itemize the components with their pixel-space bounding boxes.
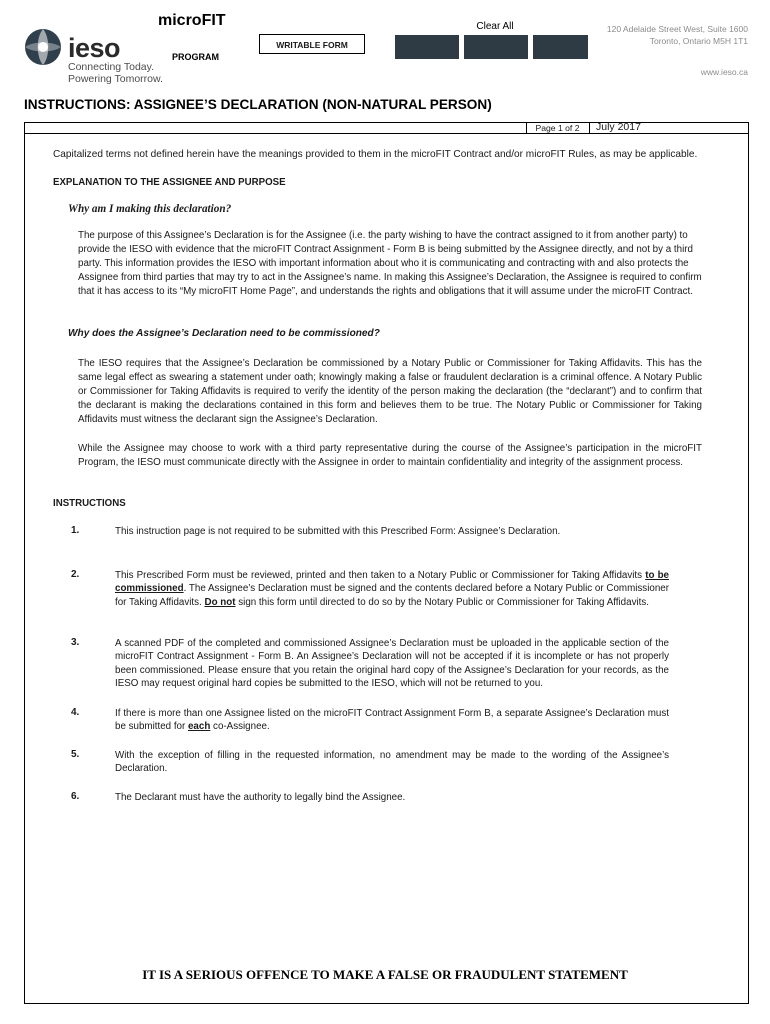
text-segment: The Declarant must have the authority to legally bind the Assignee. (115, 792, 406, 803)
instruction-text (115, 707, 669, 734)
program-subtitle: PROGRAM (172, 52, 219, 62)
question-why-commissioned: Why does the Assignee’s Declaration need to be commissioned? (68, 328, 380, 339)
form-action-button-3[interactable] (533, 35, 588, 59)
instruction-text (115, 791, 669, 804)
emphasis-text: each (187, 721, 211, 733)
emphasis-text: to be commissioned (115, 570, 670, 595)
document-date: July 2017 (589, 122, 749, 134)
ieso-globe-icon (22, 26, 64, 68)
instruction-text (115, 637, 669, 691)
page-number: Page 1 of 2 (526, 122, 588, 134)
question-why-declaration: Why am I making this declaration? (68, 203, 232, 215)
page-title: INSTRUCTIONS: ASSIGNEE’S DECLARATION (NON-NATURAL PERSON) (24, 97, 492, 112)
address-line: 120 Adelaide Street West, Suite 1600 (606, 24, 748, 34)
text-segment: With the exception of filling in the requested information, no amendment may be made to the wording of the Assignee’s Declaration. (115, 750, 669, 775)
instruction-text (115, 569, 669, 609)
instruction-number: 4. (71, 707, 80, 718)
purpose-paragraph: The purpose of this Assignee’s Declaration is for the Assignee (i.e. the party wishing to have the contract assigned to it from another party) to provide the IESO with evidence that the microFIT Contract Assignment - Form B is being submitted by the Assignee directly, and not by a third party. This information provides the IESO with important information about who it is communicating and contracting with and also protects the Assignee from third parties that may try to act in the Assignee’s name. In making this Assignee’s Declaration, the Assignee is required to confirm that it has access to its “My microFIT Home Page”, and understands the rights and obligations that it will assume under the microFIT Contract. (78, 230, 702, 297)
commissioning-paragraph: The IESO requires that the Assignee’s Declaration be commissioned by a Notary Public or Commissioner for Taking Affidavits. This has the same legal effect as swearing a statement under oath; knowingly making a false or fraudulent declaration is a criminal offence. A Notary Public or Commissioner for Taking Affidavits is required to verify the identity of the person making the declaration (the “declarant”) and to confirm that the declarant is making the declarations contained in this form and believes them to be true. The Notary Public or Commissioner for Taking Affidavits must witness the declarant sign the Assignee’s Declaration. (78, 358, 702, 425)
text-segment: This Prescribed Form must be reviewed, printed and then taken to a Notary Public or Commissioner for Taking Affidavits (115, 570, 646, 581)
text-segment: If there is more than one Assignee listed on the microFIT Contract Assignment Form B, a separate Assignee’s Declaration must be submitted for (115, 708, 669, 733)
text-segment: This instruction page is not required to be submitted with this Prescribed Form: Assignee’s Declaration. (115, 526, 561, 537)
logo-wordmark: ieso (68, 33, 121, 63)
section-heading-explanation: EXPLANATION TO THE ASSIGNEE AND PURPOSE (53, 177, 286, 188)
section-heading-instructions: INSTRUCTIONS (53, 498, 126, 509)
office-address (607, 23, 748, 47)
program-title: microFIT (158, 12, 226, 29)
text-segment: . The Assignee’s Declaration must be signed and the contents declared before a Notary Public or Commissioner for Taking Affidavits. (115, 583, 669, 608)
address-line: Toronto, Ontario M5H 1T1 (649, 36, 748, 46)
form-action-button-1[interactable] (395, 35, 459, 59)
instruction-number: 2. (71, 569, 80, 580)
instruction-number: 6. (71, 791, 80, 802)
emphasis-text: Do not (204, 596, 236, 608)
text-segment: co-Assignee. (210, 721, 270, 733)
logo-tagline (68, 62, 163, 85)
text-segment: A scanned PDF of the completed and commissioned Assignee’s Declaration must be uploaded in the applicable section of the microFIT Contract Assignment - Form B. An Assignee’s Declaration will not be accepted if it is incomplete or has not properly been commissioned. Please ensure that you retain the original hard copy of the Assignee’s Declaration for your records, as the IESO may request original hard copies be submitted to the IESO, which will not be returned to you. (115, 638, 669, 690)
logo-tagline-line: Powering Tomorrow. (68, 72, 163, 85)
instruction-number: 1. (71, 525, 80, 536)
instruction-number: 3. (71, 637, 80, 648)
instruction-text (115, 749, 669, 776)
form-action-button-2[interactable] (464, 35, 528, 59)
ieso-logo (22, 22, 163, 85)
text-segment: sign this form until directed to do so by the Notary Public or Commissioner for Taking Affidavits. (235, 596, 649, 608)
logo-tagline-line: Connecting Today. (68, 61, 155, 73)
instruction-number: 5. (71, 749, 80, 760)
clear-all-button[interactable]: Clear All (476, 21, 514, 32)
third-party-paragraph: While the Assignee may choose to work with a third party representative during the course of the Assignee’s participation in the microFIT Program, the IESO must communicate directly with the Assignee in order to maintain confidentiality and integrity of the assignment process. (78, 443, 702, 468)
intro-text: Capitalized terms not defined herein have the meanings provided to them in the microFIT Contract and/or microFIT Rules, as may be applicable. (53, 149, 698, 160)
instruction-text (115, 525, 669, 538)
website-link[interactable]: www.ieso.ca (700, 67, 748, 77)
writable-form-badge: WRITABLE FORM (259, 34, 365, 54)
offence-warning: IT IS A SERIOUS OFFENCE TO MAKE A FALSE OR FRAUDULENT STATEMENT (142, 967, 628, 982)
header-rule (24, 133, 749, 134)
